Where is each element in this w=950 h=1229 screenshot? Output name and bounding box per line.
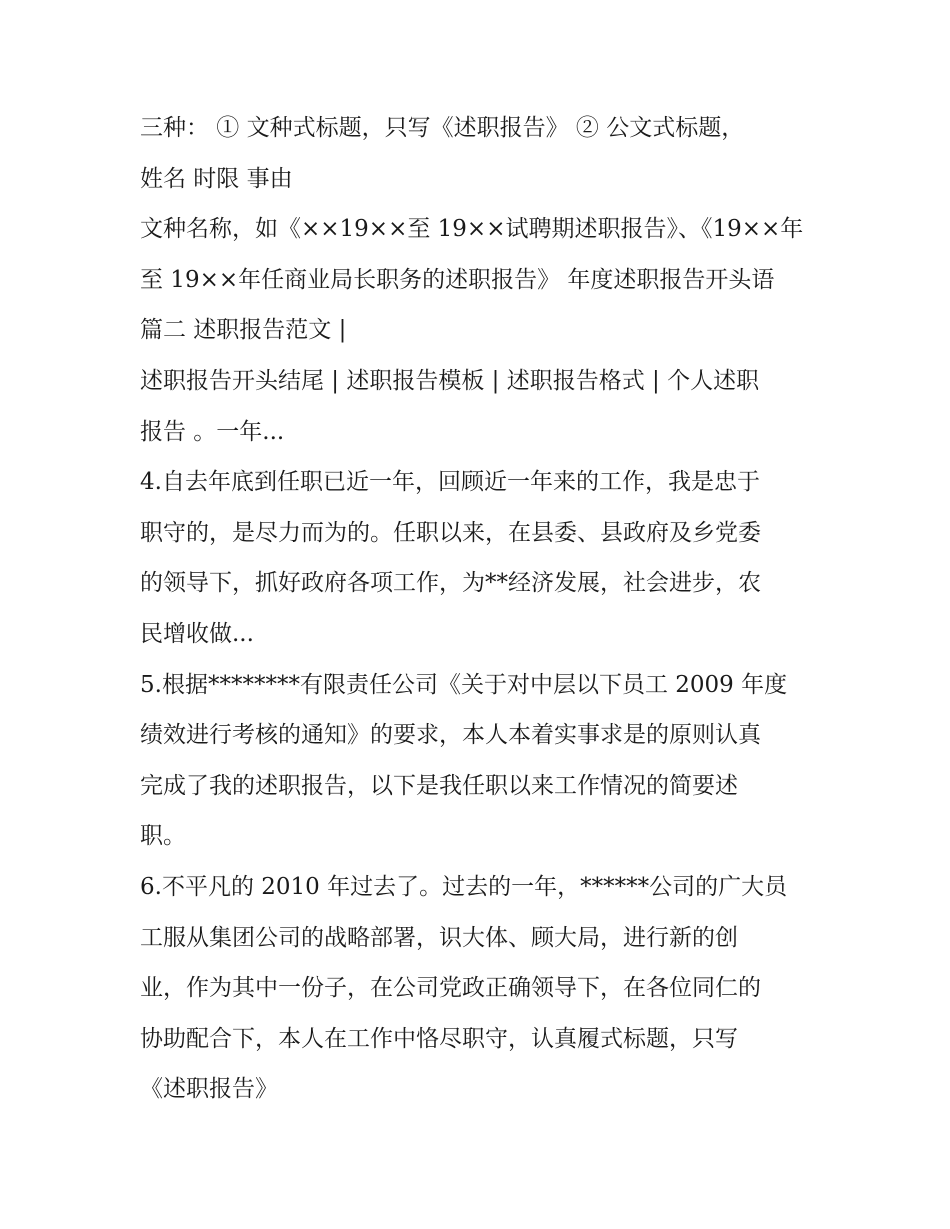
text-line: 4.自去年底到任职已近一年，回顾近一年来的工作，我是忠于 <box>140 469 760 496</box>
text-line: 报告 。一年... <box>140 418 285 445</box>
text-line: 5.根据********有限责任公司《关于对中层以下员工 2009 年度 <box>140 671 788 698</box>
text-line: 至 19××年任商业局长职务的述职报告》 年度述职报告开头语 <box>140 266 775 293</box>
text-line: 文种名称，如《××19××至 19××试聘期述职报告》、《19××年 <box>140 216 804 243</box>
text-line: 姓名 时限 事由 <box>140 165 293 192</box>
text-line: 职。 <box>140 823 186 850</box>
text-line: 职守的，是尽力而为的。任职以来，在县委、县政府及乡党委 <box>140 519 761 546</box>
text-line: 的领导下，抓好政府各项工作，为**经济发展，社会进步，农 <box>140 570 761 597</box>
text-line: 《述职报告》 <box>140 1076 278 1103</box>
text-line: 绩效进行考核的通知》的要求，本人本着实事求是的原则认真 <box>140 722 761 749</box>
text-line: 篇二 述职报告范文 | <box>140 317 347 344</box>
text-line: 完成了我的述职报告，以下是我任职以来工作情况的简要述 <box>140 772 738 799</box>
text-line: 述职报告开头结尾 | 述职报告模板 | 述职报告格式 | 个人述职 <box>140 367 760 394</box>
text-line: 三种： ① 文种式标题，只写《述职报告》 ② 公文式标题， <box>140 115 745 141</box>
text-line: 工服从集团公司的战略部署，识大体、顾大局，进行新的创 <box>140 924 738 951</box>
document-body <box>140 103 820 1115</box>
text-line: 业，作为其中一份子，在公司党政正确领导下，在各位同仁的 <box>140 975 761 1002</box>
text-line: 6.不平凡的 2010 年过去了。过去的一年，******公司的广大员 <box>140 873 788 900</box>
text-line: 民增收做... <box>140 620 254 647</box>
text-line: 协助配合下，本人在工作中恪尽职守，认真履式标题，只写 <box>140 1025 738 1052</box>
